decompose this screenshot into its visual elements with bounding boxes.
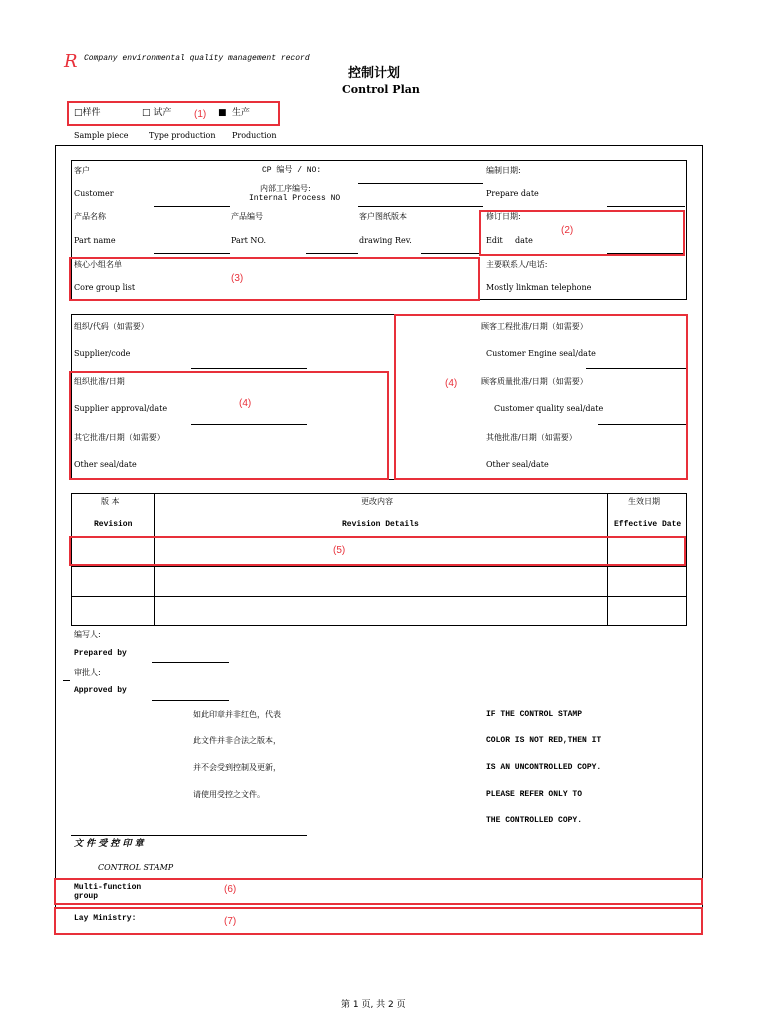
callout-6: (6) <box>224 884 237 895</box>
other-approval-left-label-cn: 其它批准/日期（如需要） <box>74 433 165 442</box>
effective-date-col-header-cn: 生效日期 <box>628 497 660 506</box>
outer-frame-right <box>702 145 703 935</box>
customer-field-line[interactable] <box>154 206 230 207</box>
callout-1: (1) <box>194 109 207 120</box>
notice-cn-line-2: 此文件并非合法之版本， <box>193 736 281 745</box>
customer-quality-label-en: Customer quality seal/date <box>494 404 604 413</box>
internal-process-field-line[interactable] <box>358 206 483 207</box>
product-name-field-line[interactable] <box>154 253 230 254</box>
other-approval-right-label-en: Other seal/date <box>486 460 549 469</box>
callout-3: (3) <box>231 273 244 284</box>
stage-sample-en: Sample piece <box>74 131 129 140</box>
callout-box-4-left <box>69 371 389 480</box>
callout-4-right: (4) <box>445 378 458 389</box>
approved-by-label-en: Approved by <box>74 686 127 695</box>
revision-row-divider-2 <box>71 566 687 567</box>
prepare-date-label-cn: 编制日期: <box>486 166 521 175</box>
product-name-label-cn: 产品名称 <box>74 212 106 221</box>
notice-en-line-2: COLOR IS NOT RED,THEN IT <box>486 736 602 745</box>
internal-process-label-en: Internal Process NO <box>249 194 341 203</box>
callout-box-6 <box>54 878 703 905</box>
approved-by-label-cn: 审批人: <box>74 668 101 677</box>
stage-sample-checkbox[interactable]: □样件 <box>74 108 101 118</box>
customer-label-en: Customer <box>74 189 114 198</box>
contact-label-en: Mostly linkman telephone <box>486 283 592 292</box>
product-number-label-en: Part NO. <box>231 236 267 245</box>
supplier-code-field-line[interactable] <box>191 368 307 369</box>
multi-function-group-label: Multi-function group <box>74 883 142 901</box>
approved-by-field-line[interactable] <box>152 700 229 701</box>
drawing-rev-label-cn: 客户图纸版本 <box>359 212 407 221</box>
stage-production-mark[interactable]: ■ <box>218 108 227 118</box>
lay-ministry-label: Lay Ministry: <box>74 914 137 923</box>
callout-4-left: (4) <box>239 398 252 409</box>
revision-row-divider-3 <box>71 596 687 597</box>
prepared-by-label-en: Prepared by <box>74 649 127 658</box>
customer-engineering-label-en: Customer Engine seal/date <box>486 349 596 358</box>
notice-cn-line-4: 请使用受控之文件。 <box>193 790 265 799</box>
stamp-separator-line <box>71 835 307 836</box>
callout-box-7 <box>54 907 703 935</box>
drawing-rev-field-line[interactable] <box>421 253 479 254</box>
effective-date-col-header-en: Effective Date <box>614 520 682 529</box>
stage-trial-checkbox[interactable]: □ 试产 <box>142 108 172 118</box>
core-group-label-en: Core group list <box>74 283 136 292</box>
callout-box-1 <box>67 101 280 126</box>
callout-box-4-right <box>394 314 688 480</box>
callout-box-2 <box>479 210 685 256</box>
customer-engineering-label-cn: 顾客工程批准/日期（如需要） <box>481 322 588 331</box>
callout-5: (5) <box>333 545 346 556</box>
notice-cn-line-1: 如此印章并非红色，代表 <box>193 710 281 719</box>
cp-number-field-line[interactable] <box>358 183 483 184</box>
notice-cn-line-3: 并不会受到控制及更新， <box>193 763 281 772</box>
revision-col-header-en: Revision <box>94 520 133 529</box>
callout-box-5 <box>69 536 686 566</box>
supplier-code-label-cn: 组织/代码（如需要） <box>74 322 149 331</box>
prepared-by-label-cn: 编写人: <box>74 630 101 639</box>
other-approval-right-label-cn: 其他批准/日期（如需要） <box>486 433 577 442</box>
company-record-title: Company environmental quality management record <box>84 54 310 63</box>
stage-production-en: Production <box>232 131 277 140</box>
callout-box-3 <box>69 257 480 301</box>
notice-en-line-4: PLEASE REFER ONLY TO <box>486 790 583 799</box>
company-logo: R <box>64 51 78 72</box>
stage-production-label: 生产 <box>232 108 251 118</box>
notice-en-line-1: IF THE CONTROL STAMP <box>486 710 583 719</box>
prepared-by-field-line[interactable] <box>152 662 229 663</box>
edit-date-label-cn: 修订日期: <box>486 212 521 221</box>
customer-label-cn: 客户 <box>74 166 90 175</box>
contact-label-cn: 主要联系人/电话: <box>486 260 548 269</box>
notice-en-line-5: THE CONTROLLED COPY. <box>486 816 583 825</box>
control-stamp-title-cn: 文 件 受 控 印 章 <box>74 839 144 849</box>
drawing-rev-label-en: drawing Rev. <box>359 236 412 245</box>
stage-trial-en: Type production <box>149 131 216 140</box>
product-number-label-cn: 产品编号 <box>231 212 263 221</box>
customer-quality-label-cn: 顾客质量批准/日期（如需要） <box>481 377 588 386</box>
other-approval-left-label-en: Other seal/date <box>74 460 137 469</box>
outer-frame-top <box>55 145 703 146</box>
internal-process-label-cn: 内部工序编号: <box>260 184 311 193</box>
callout-2: (2) <box>561 225 574 236</box>
prepare-date-field-line[interactable] <box>607 206 685 207</box>
product-name-label-en: Part name <box>74 236 116 245</box>
page-number: 第 1 页, 共 2 页 <box>341 1000 406 1010</box>
supplier-approval-label-en: Supplier approval/date <box>74 404 168 413</box>
outer-frame-left <box>55 145 56 935</box>
details-col-header-en: Revision Details <box>342 520 419 529</box>
core-group-label-cn: 核心小组名单 <box>74 260 122 269</box>
margin-dash <box>63 680 70 681</box>
supplier-code-label-en: Supplier/code <box>74 349 131 358</box>
edit-date-label-en: Edit <box>486 236 503 245</box>
product-number-field-line[interactable] <box>306 253 358 254</box>
page-title-cn: 控制计划 <box>348 66 401 81</box>
edit-date-label-date: date <box>515 236 533 245</box>
notice-en-line-3: IS AN UNCONTROLLED COPY. <box>486 763 602 772</box>
supplier-approval-label-cn: 组织批准/日期 <box>74 377 125 386</box>
cp-number-label: CP 编号 / NO: <box>262 166 322 175</box>
revision-col-header-cn: 版 本 <box>101 497 120 506</box>
callout-7: (7) <box>224 916 237 927</box>
control-stamp-title-en: CONTROL STAMP <box>98 863 174 872</box>
details-col-header-cn: 更改内容 <box>361 497 393 506</box>
page-title-en: Control Plan <box>342 83 420 96</box>
prepare-date-label-en: Prepare date <box>486 189 539 198</box>
